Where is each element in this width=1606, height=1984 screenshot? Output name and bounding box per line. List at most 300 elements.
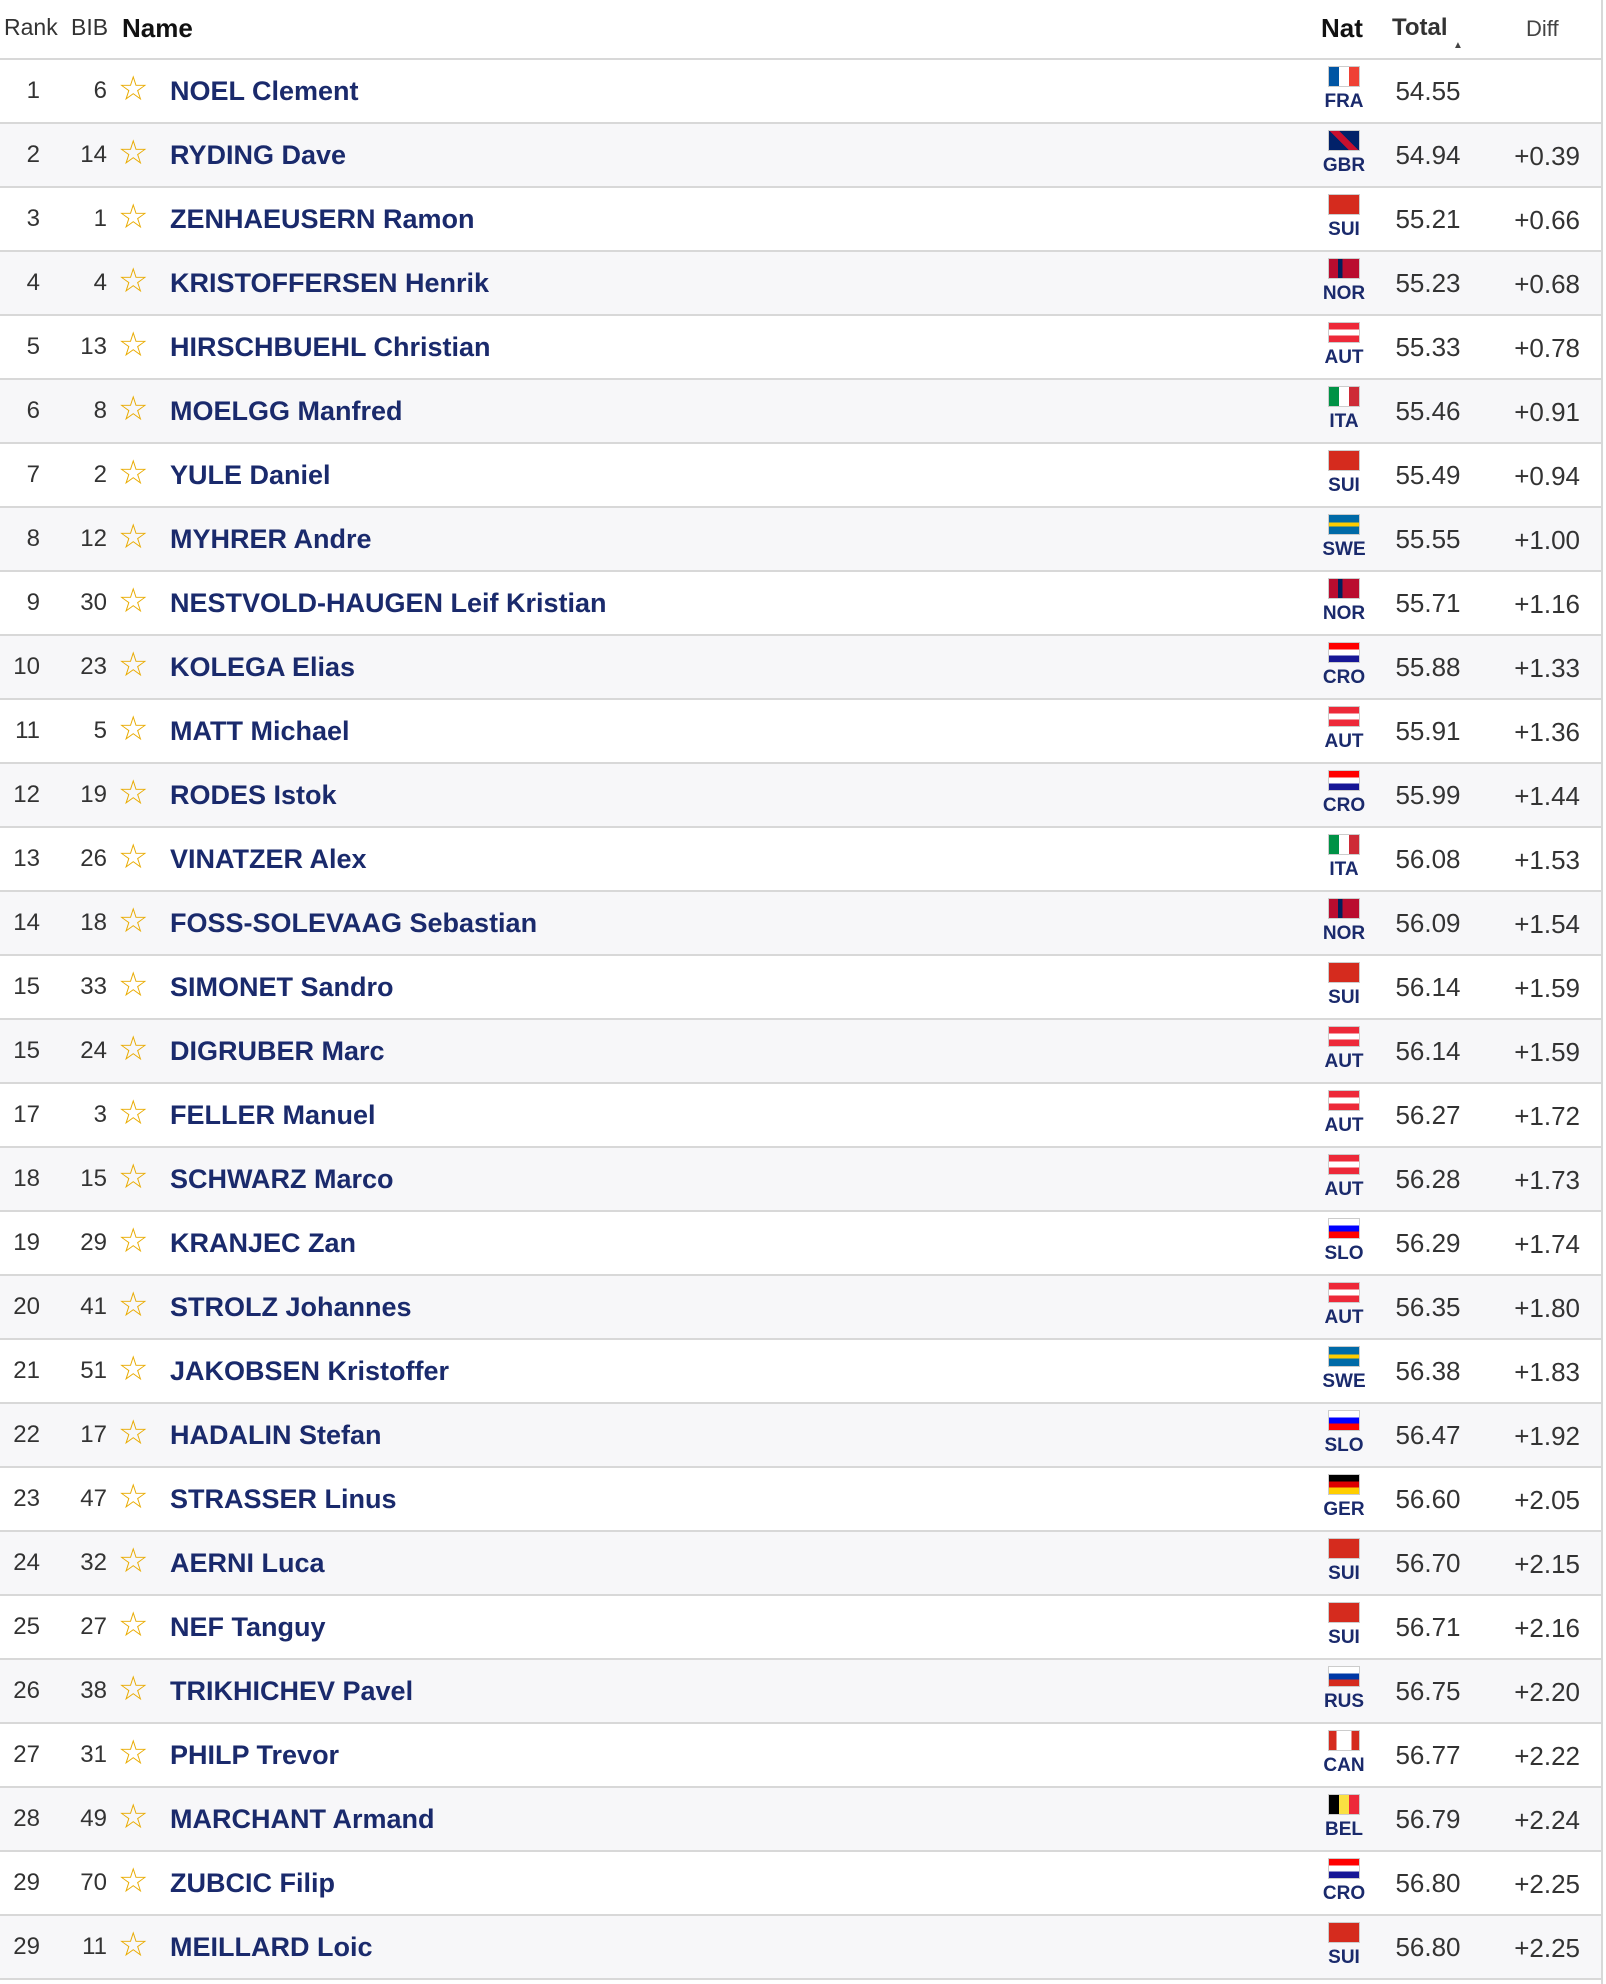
favorite-star-icon[interactable]: ☆: [118, 262, 149, 300]
rank-cell: 15: [13, 973, 40, 1000]
column-header-bib[interactable]: BIB: [71, 14, 109, 40]
favorite-star-icon[interactable]: ☆: [118, 1158, 149, 1196]
nation-cell: [1313, 1794, 1375, 1841]
athlete-name-link[interactable]: FELLER Manuel: [170, 1100, 376, 1130]
time-diff-cell: +1.59: [1514, 973, 1580, 1003]
nation-cell: [1313, 130, 1375, 177]
table-row[interactable]: [0, 1788, 1601, 1852]
total-time-cell: 55.88: [1395, 652, 1461, 682]
rank-cell: 18: [13, 1165, 40, 1192]
nation-code: ITA: [1329, 859, 1359, 880]
table-row[interactable]: [0, 828, 1601, 892]
country-flag-icon: [1328, 66, 1360, 87]
nation-cell: [1313, 1730, 1375, 1777]
total-time-cell: 56.79: [1395, 1804, 1461, 1834]
athlete-name-link[interactable]: NESTVOLD-HAUGEN Leif Kristian: [170, 588, 607, 618]
table-row[interactable]: [0, 508, 1601, 572]
bib-cell: 1: [93, 205, 107, 232]
favorite-star-icon[interactable]: ☆: [118, 390, 149, 428]
time-diff-cell: +1.54: [1514, 909, 1580, 939]
athlete-name-link[interactable]: STRASSER Linus: [170, 1484, 397, 1514]
rank-cell: 21: [13, 1357, 40, 1384]
bib-cell: 38: [80, 1677, 107, 1704]
column-header-total[interactable]: Total: [1392, 14, 1448, 41]
nation-code: CRO: [1322, 667, 1366, 688]
time-diff-cell: +0.94: [1514, 461, 1580, 491]
nation-cell: [1313, 834, 1375, 881]
nation-cell: [1313, 1858, 1375, 1905]
country-flag-icon: [1328, 1410, 1360, 1431]
rank-cell: 14: [13, 909, 40, 936]
country-flag-icon: [1328, 642, 1360, 663]
nation-code: AUT: [1324, 1115, 1364, 1136]
favorite-star-icon[interactable]: ☆: [118, 1286, 149, 1324]
time-diff-cell: +1.44: [1514, 781, 1580, 811]
athlete-name-link[interactable]: VINATZER Alex: [170, 844, 367, 874]
athlete-name-link[interactable]: MYHRER Andre: [170, 524, 372, 554]
country-flag-icon: [1328, 258, 1360, 279]
nation-code: NOR: [1322, 603, 1366, 624]
nation-code: AUT: [1324, 1307, 1364, 1328]
athlete-name-link[interactable]: NOEL Clement: [170, 76, 359, 106]
total-time-cell: 56.14: [1395, 1036, 1461, 1066]
time-diff-cell: +1.33: [1514, 653, 1580, 683]
nation-cell: [1313, 1602, 1375, 1649]
bib-cell: 3: [93, 1101, 107, 1128]
nation-cell: [1313, 962, 1375, 1009]
table-row[interactable]: [0, 572, 1601, 636]
country-flag-icon: [1328, 1858, 1360, 1879]
column-header-diff[interactable]: Diff: [1526, 16, 1559, 41]
nation-code: AUT: [1324, 1179, 1364, 1200]
rank-cell: 22: [13, 1421, 40, 1448]
total-time-cell: 56.09: [1395, 908, 1461, 938]
time-diff-cell: +2.22: [1514, 1741, 1580, 1771]
total-time-cell: 56.71: [1395, 1612, 1461, 1642]
nation-code: SLO: [1324, 1243, 1364, 1264]
total-time-cell: 55.23: [1395, 268, 1461, 298]
favorite-star-icon[interactable]: ☆: [118, 1222, 149, 1260]
table-row[interactable]: [0, 1916, 1601, 1980]
favorite-star-icon[interactable]: ☆: [118, 646, 149, 684]
favorite-star-icon[interactable]: ☆: [118, 1542, 149, 1580]
bib-cell: 51: [80, 1357, 107, 1384]
bib-cell: 30: [80, 589, 107, 616]
country-flag-icon: [1328, 1218, 1360, 1239]
favorite-star-icon[interactable]: ☆: [118, 1414, 149, 1452]
table-row[interactable]: [0, 956, 1601, 1020]
athlete-name-link[interactable]: NEF Tanguy: [170, 1612, 326, 1642]
rank-cell: 17: [13, 1101, 40, 1128]
nation-cell: [1313, 770, 1375, 817]
country-flag-icon: [1328, 834, 1360, 855]
favorite-star-icon[interactable]: ☆: [118, 1670, 149, 1708]
bib-cell: 6: [93, 77, 107, 104]
country-flag-icon: [1328, 130, 1360, 151]
nation-code: SWE: [1322, 1371, 1366, 1392]
time-diff-cell: +2.25: [1514, 1869, 1580, 1899]
rank-cell: 27: [13, 1741, 40, 1768]
nation-code: NOR: [1322, 923, 1366, 944]
bib-cell: 19: [80, 781, 107, 808]
table-row[interactable]: [0, 636, 1601, 700]
total-time-cell: 56.80: [1395, 1868, 1461, 1898]
nation-cell: [1313, 578, 1375, 625]
nation-cell: [1313, 1218, 1375, 1265]
sort-ascending-icon: ▲: [1453, 40, 1463, 51]
favorite-star-icon[interactable]: ☆: [118, 70, 149, 108]
time-diff-cell: +2.25: [1514, 1933, 1580, 1963]
table-row[interactable]: [0, 1340, 1601, 1404]
favorite-star-icon[interactable]: ☆: [118, 1798, 149, 1836]
time-diff-cell: +2.16: [1514, 1613, 1580, 1643]
nation-code: AUT: [1324, 1051, 1364, 1072]
athlete-name-link[interactable]: HIRSCHBUEHL Christian: [170, 332, 491, 362]
nation-code: SUI: [1328, 987, 1360, 1008]
nation-cell: [1313, 450, 1375, 497]
country-flag-icon: [1328, 1090, 1360, 1111]
athlete-name-link[interactable]: FOSS-SOLEVAAG Sebastian: [170, 908, 538, 938]
bib-cell: 26: [80, 845, 107, 872]
bib-cell: 32: [80, 1549, 107, 1576]
athlete-name-link[interactable]: ZENHAEUSERN Ramon: [170, 204, 475, 234]
rank-cell: 12: [13, 781, 40, 808]
nation-cell: [1313, 1538, 1375, 1585]
country-flag-icon: [1328, 1154, 1360, 1175]
column-header-name[interactable]: Name: [122, 13, 193, 43]
table-row[interactable]: [0, 380, 1601, 444]
nation-cell: [1313, 706, 1375, 753]
athlete-name-link[interactable]: PHILP Trevor: [170, 1740, 340, 1770]
total-time-cell: 55.99: [1395, 780, 1461, 810]
athlete-name-link[interactable]: KRISTOFFERSEN Henrik: [170, 268, 490, 298]
country-flag-icon: [1328, 194, 1360, 215]
athlete-name-link[interactable]: ZUBCIC Filip: [170, 1868, 335, 1898]
athlete-name-link[interactable]: MEILLARD Loic: [170, 1932, 373, 1962]
table-row[interactable]: [0, 252, 1601, 316]
table-row[interactable]: [0, 1276, 1601, 1340]
rank-cell: 3: [26, 205, 40, 232]
nation-cell: [1313, 386, 1375, 433]
time-diff-cell: +1.59: [1514, 1037, 1580, 1067]
nation-code: SUI: [1328, 1947, 1360, 1968]
nation-code: CAN: [1323, 1755, 1365, 1776]
column-header-nat[interactable]: Nat: [1321, 13, 1363, 43]
country-flag-icon: [1328, 1474, 1360, 1495]
favorite-star-icon[interactable]: ☆: [118, 902, 149, 940]
favorite-star-icon[interactable]: ☆: [118, 198, 149, 236]
nation-code: AUT: [1324, 347, 1364, 368]
bib-cell: 49: [80, 1805, 107, 1832]
favorite-star-icon[interactable]: ☆: [118, 838, 149, 876]
table-row[interactable]: [0, 1660, 1601, 1724]
table-row[interactable]: [0, 700, 1601, 764]
athlete-name-link[interactable]: RODES Istok: [170, 780, 337, 810]
athlete-name-link[interactable]: SCHWARZ Marco: [170, 1164, 394, 1194]
nation-cell: [1313, 898, 1375, 945]
favorite-star-icon[interactable]: ☆: [118, 1350, 149, 1388]
nation-cell: [1313, 1474, 1375, 1521]
nation-cell: [1313, 1154, 1375, 1201]
country-flag-icon: [1328, 1602, 1360, 1623]
favorite-star-icon[interactable]: ☆: [118, 326, 149, 364]
country-flag-icon: [1328, 578, 1360, 599]
total-time-cell: 56.38: [1395, 1356, 1461, 1386]
table-row[interactable]: [0, 764, 1601, 828]
country-flag-icon: [1328, 1730, 1360, 1751]
nation-code: SWE: [1322, 539, 1366, 560]
bib-cell: 8: [93, 397, 107, 424]
nation-cell: [1313, 1090, 1375, 1137]
rank-cell: 11: [15, 717, 40, 744]
favorite-star-icon[interactable]: ☆: [118, 1734, 149, 1772]
nation-code: SLO: [1324, 1435, 1364, 1456]
athlete-name-link[interactable]: HADALIN Stefan: [170, 1420, 382, 1450]
athlete-name-link[interactable]: MARCHANT Armand: [170, 1804, 435, 1834]
table-row[interactable]: [0, 1404, 1601, 1468]
nation-cell: [1313, 258, 1375, 305]
bib-cell: 33: [80, 973, 107, 1000]
time-diff-cell: +1.16: [1514, 589, 1580, 619]
nation-cell: [1313, 194, 1375, 241]
rank-cell: 8: [26, 525, 40, 552]
table-row[interactable]: [0, 1852, 1601, 1916]
table-row[interactable]: [0, 316, 1601, 380]
nation-code: GER: [1323, 1499, 1365, 1520]
rank-cell: 25: [13, 1613, 40, 1640]
athlete-name-link[interactable]: JAKOBSEN Kristoffer: [170, 1356, 450, 1386]
favorite-star-icon[interactable]: ☆: [118, 710, 149, 748]
country-flag-icon: [1328, 450, 1360, 471]
total-time-cell: 54.94: [1395, 140, 1461, 170]
favorite-star-icon[interactable]: ☆: [118, 1478, 149, 1516]
bib-cell: 31: [80, 1741, 107, 1768]
table-row[interactable]: [0, 1596, 1601, 1660]
total-time-cell: 55.21: [1395, 204, 1461, 234]
nation-code: CRO: [1322, 1883, 1366, 1904]
table-body: [0, 60, 1601, 1980]
rank-cell: 4: [26, 269, 40, 296]
rank-cell: 29: [13, 1869, 40, 1896]
rank-cell: 1: [26, 77, 40, 104]
table-header: [0, 0, 1601, 60]
bib-cell: 47: [80, 1485, 107, 1512]
time-diff-cell: +0.91: [1514, 397, 1580, 427]
favorite-star-icon[interactable]: ☆: [118, 134, 149, 172]
total-time-cell: 56.47: [1395, 1420, 1461, 1450]
total-time-cell: 55.71: [1395, 588, 1461, 618]
bib-cell: 11: [82, 1933, 107, 1960]
nation-code: ITA: [1329, 411, 1359, 432]
table-row[interactable]: [0, 1020, 1601, 1084]
favorite-star-icon[interactable]: ☆: [118, 966, 149, 1004]
country-flag-icon: [1328, 514, 1360, 535]
country-flag-icon: [1328, 1538, 1360, 1559]
rank-cell: 2: [26, 141, 40, 168]
total-time-cell: 56.27: [1395, 1100, 1461, 1130]
country-flag-icon: [1328, 386, 1360, 407]
favorite-star-icon[interactable]: ☆: [118, 582, 149, 620]
rank-cell: 19: [13, 1229, 40, 1256]
nation-cell: [1313, 66, 1375, 113]
total-time-cell: 55.33: [1395, 332, 1461, 362]
time-diff-cell: +2.24: [1514, 1805, 1580, 1835]
table-row[interactable]: [0, 892, 1601, 956]
nation-code: RUS: [1323, 1691, 1365, 1712]
table-row[interactable]: [0, 60, 1601, 124]
column-header-rank[interactable]: Rank: [4, 14, 58, 40]
bib-cell: 12: [80, 525, 107, 552]
table-row[interactable]: [0, 1724, 1601, 1788]
athlete-name-link[interactable]: MATT Michael: [170, 716, 350, 746]
time-diff-cell: +1.36: [1514, 717, 1580, 747]
country-flag-icon: [1328, 1666, 1360, 1687]
bib-cell: 18: [80, 909, 107, 936]
total-time-cell: 55.49: [1395, 460, 1461, 490]
bib-cell: 14: [80, 141, 107, 168]
total-time-cell: 56.80: [1395, 1932, 1461, 1962]
rank-cell: 9: [26, 589, 40, 616]
bib-cell: 13: [80, 333, 107, 360]
table-row[interactable]: [0, 1468, 1601, 1532]
bib-cell: 23: [80, 653, 107, 680]
favorite-star-icon[interactable]: ☆: [118, 774, 149, 812]
table-row[interactable]: [0, 1212, 1601, 1276]
total-time-cell: 56.35: [1395, 1292, 1461, 1322]
time-diff-cell: +2.05: [1514, 1485, 1580, 1515]
rank-cell: 20: [13, 1293, 40, 1320]
total-time-cell: 54.55: [1395, 76, 1461, 106]
rank-cell: 23: [13, 1485, 40, 1512]
country-flag-icon: [1328, 322, 1360, 343]
time-diff-cell: +0.68: [1514, 269, 1580, 299]
favorite-star-icon[interactable]: ☆: [118, 518, 149, 556]
bib-cell: 17: [80, 1421, 107, 1448]
country-flag-icon: [1328, 1794, 1360, 1815]
rank-cell: 24: [13, 1549, 40, 1576]
athlete-name-link[interactable]: YULE Daniel: [170, 460, 331, 490]
total-time-cell: 55.46: [1395, 396, 1461, 426]
rank-cell: 5: [26, 333, 40, 360]
country-flag-icon: [1328, 898, 1360, 919]
favorite-star-icon[interactable]: ☆: [118, 1862, 149, 1900]
total-time-cell: 55.91: [1395, 716, 1461, 746]
bib-cell: 41: [80, 1293, 107, 1320]
total-time-cell: 56.29: [1395, 1228, 1461, 1258]
country-flag-icon: [1328, 770, 1360, 791]
bib-cell: 4: [93, 269, 107, 296]
rank-cell: 28: [13, 1805, 40, 1832]
table-row[interactable]: [0, 1148, 1601, 1212]
time-diff-cell: +0.39: [1514, 141, 1580, 171]
nation-code: SUI: [1328, 475, 1360, 496]
nation-cell: [1313, 1922, 1375, 1969]
country-flag-icon: [1328, 706, 1360, 727]
time-diff-cell: +1.72: [1514, 1101, 1580, 1131]
nation-code: CRO: [1322, 795, 1366, 816]
country-flag-icon: [1328, 1026, 1360, 1047]
rank-cell: 29: [13, 1933, 40, 1960]
favorite-star-icon[interactable]: ☆: [118, 1094, 149, 1132]
bib-cell: 15: [80, 1165, 107, 1192]
rank-cell: 15: [13, 1037, 40, 1064]
nation-cell: [1313, 1282, 1375, 1329]
table-row[interactable]: [0, 188, 1601, 252]
time-diff-cell: +1.80: [1514, 1293, 1580, 1323]
total-time-cell: 56.77: [1395, 1740, 1461, 1770]
athlete-name-link[interactable]: DIGRUBER Marc: [170, 1036, 385, 1066]
athlete-name-link[interactable]: TRIKHICHEV Pavel: [170, 1676, 414, 1706]
total-time-cell: 56.60: [1395, 1484, 1461, 1514]
time-diff-cell: +0.78: [1514, 333, 1580, 363]
favorite-star-icon[interactable]: ☆: [118, 1926, 149, 1964]
bib-cell: 5: [93, 717, 107, 744]
rank-cell: 13: [13, 845, 40, 872]
bib-cell: 29: [80, 1229, 107, 1256]
nation-code: SUI: [1328, 1563, 1360, 1584]
total-time-cell: 56.70: [1395, 1548, 1461, 1578]
bib-cell: 2: [93, 461, 107, 488]
rank-cell: 10: [13, 653, 40, 680]
favorite-star-icon[interactable]: ☆: [118, 1606, 149, 1644]
table-row[interactable]: [0, 444, 1601, 508]
athlete-name-link[interactable]: KRANJEC Zan: [170, 1228, 357, 1258]
favorite-star-icon[interactable]: ☆: [118, 454, 149, 492]
total-time-cell: 56.28: [1395, 1164, 1461, 1194]
table-row[interactable]: [0, 124, 1601, 188]
nation-code: FRA: [1324, 91, 1364, 112]
nation-code: BEL: [1325, 1819, 1363, 1840]
athlete-name-link[interactable]: MOELGG Manfred: [170, 396, 403, 426]
time-diff-cell: +2.20: [1514, 1677, 1580, 1707]
time-diff-cell: +1.00: [1514, 525, 1580, 555]
nation-cell: [1313, 1026, 1375, 1073]
time-diff-cell: +1.92: [1514, 1421, 1580, 1451]
bib-cell: 70: [80, 1869, 107, 1896]
country-flag-icon: [1328, 1922, 1360, 1943]
athlete-name-link[interactable]: RYDING Dave: [170, 140, 347, 170]
athlete-name-link[interactable]: KOLEGA Elias: [170, 652, 356, 682]
country-flag-icon: [1328, 1282, 1360, 1303]
bib-cell: 24: [80, 1037, 107, 1064]
time-diff-cell: +1.53: [1514, 845, 1580, 875]
time-diff-cell: +2.15: [1514, 1549, 1580, 1579]
nation-cell: [1313, 642, 1375, 689]
nation-code: GBR: [1322, 155, 1366, 176]
athlete-name-link[interactable]: SIMONET Sandro: [170, 972, 394, 1002]
time-diff-cell: +1.83: [1514, 1357, 1580, 1387]
nation-cell: [1313, 1346, 1375, 1393]
time-diff-cell: +0.66: [1514, 205, 1580, 235]
favorite-star-icon[interactable]: ☆: [118, 1030, 149, 1068]
table-row[interactable]: [0, 1532, 1601, 1596]
total-time-cell: 56.08: [1395, 844, 1461, 874]
total-time-cell: 55.55: [1395, 524, 1461, 554]
rank-cell: 7: [26, 461, 40, 488]
nation-code: SUI: [1328, 1627, 1360, 1648]
time-diff-cell: +1.73: [1514, 1165, 1580, 1195]
athlete-name-link[interactable]: STROLZ Johannes: [170, 1292, 412, 1322]
total-time-cell: 56.14: [1395, 972, 1461, 1002]
time-diff-cell: +1.74: [1514, 1229, 1580, 1259]
table-row[interactable]: [0, 1084, 1601, 1148]
athlete-name-link[interactable]: AERNI Luca: [170, 1548, 325, 1578]
nation-code: AUT: [1324, 731, 1364, 752]
total-time-cell: 56.75: [1395, 1676, 1461, 1706]
country-flag-icon: [1328, 1346, 1360, 1367]
nation-cell: [1313, 1666, 1375, 1713]
nation-code: SUI: [1328, 219, 1360, 240]
